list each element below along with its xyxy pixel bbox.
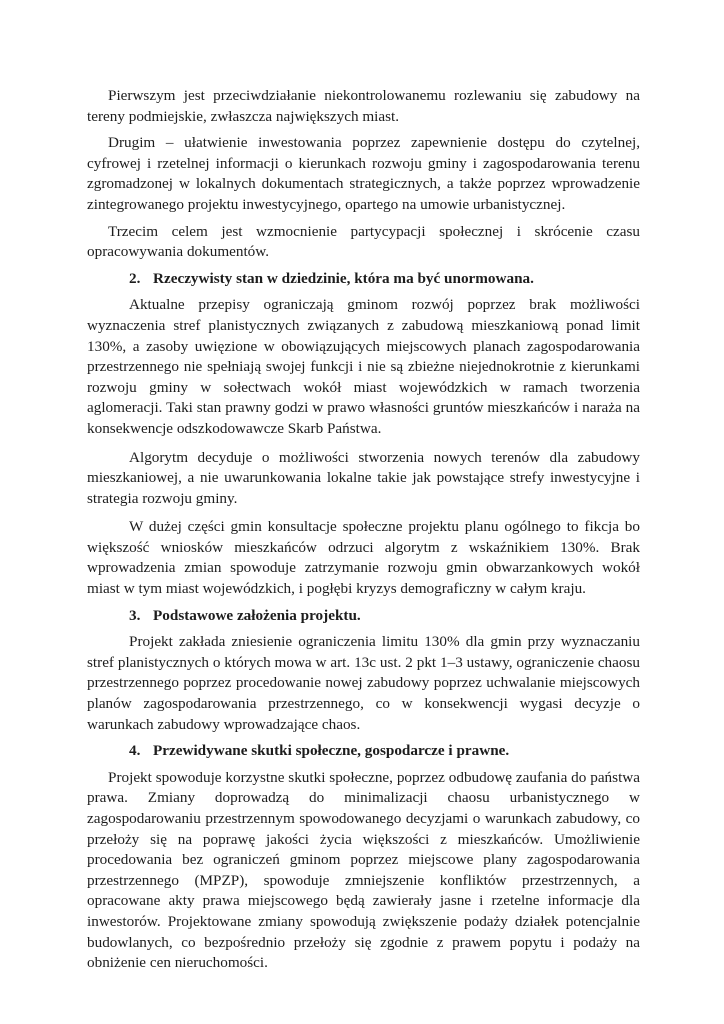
- section-2-heading: [87, 269, 640, 290]
- section-4-title: Przewidywane skutki społeczne, gospodarcze i prawne.: [153, 742, 510, 760]
- section-2-paragraph-3: W dużej części gmin konsultacje społeczne projektu planu ogólnego to fikcja bo większość wniosków mieszkańców odrzuci algorytm z wskaźnikiem 130%. Brak wprowadzenia zmian spowoduje zatrzymanie rozwoju gmin obwarzankowych wokół miast w tym miast wojewódzkich, i pogłębi kryzys demograficzny w całym kraju.: [87, 518, 640, 598]
- section-2-number: 2.: [129, 269, 141, 287]
- section-4-paragraph-1: Projekt spowoduje korzystne skutki społeczne, poprzez odbudowę zaufania do państwa prawa. Zmiany doprowadzą do minimalizacji chaosu urbanistycznego w zagospodarowaniu przestrzennym spowodowanego decyzjami o warunkach zabudowy, co przełoży się na poprawę jakości życia większości z mieszkańców. Umożliwienie procedowania bez ograniczeń gminom poprzez miejscowe plany zagospodarowania przestrzennego (MPZP), spowoduje zmniejszenie konfliktów przestrzennych, a opracowane akty prawa miejscowego będą zawierały jasne i rzetelne informacje dla inwestorów. Projektowane zmiany spowodują zwiększenie podaży działek potencjalnie budowlanych, co bezpośrednio przełoży się zgodnie z prawem popytu i podaży na obniżenie cen nieruchomości.: [87, 768, 640, 972]
- section-4-number: 4.: [129, 742, 141, 760]
- intro-paragraph-3: Trzecim celem jest wzmocnienie partycypacji społecznej i skrócenie czasu opracowywania dokumentów.: [87, 222, 640, 261]
- section-3-number: 3.: [129, 606, 141, 624]
- section-3-paragraph-1: Projekt zakłada zniesienie ograniczenia limitu 130% dla gmin przy wyznaczaniu stref planistycznych o których mowa w art. 13c ust. 2 pkt 1–3 ustawy, ograniczenie chaosu przestrzennego poprzez procedowanie nowej zabudowy poprzez uchwalanie miejscowych planów zagospodarowania przestrzennego, co w konsekwencji wygasi decyzje o warunkach zabudowy wprowadzające chaos.: [87, 633, 640, 733]
- section-2-paragraph-2: Algorytm decyduje o możliwości stworzenia nowych terenów dla zabudowy mieszkaniowej, a nie uwarunkowania lokalne takie jak powstające strefy inwestycyjne i strategia rozwoju gminy.: [87, 448, 640, 507]
- section-4-heading: [87, 741, 640, 762]
- intro-paragraph-2: Drugim – ułatwienie inwestowania poprzez zapewnienie dostępu do czytelnej, cyfrowej i rzetelnej informacji o kierunkach rozwoju gminy i zagospodarowania terenu zgromadzonej w lokalnych dokumentach strategicznych, a także poprzez wprowadzenie zintegrowanego projektu inwestycyjnego, opartego na umowie urbanistycznej.: [87, 134, 640, 213]
- section-2-title: Rzeczywisty stan w dziedzinie, która ma być unormowana.: [153, 269, 534, 287]
- section-3-heading: [87, 606, 640, 627]
- document-page: [87, 86, 640, 974]
- section-3-title: Podstawowe założenia projektu.: [153, 606, 361, 624]
- intro-paragraph-1: Pierwszym jest przeciwdziałanie niekontrolowanemu rozlewaniu się zabudowy na tereny podmiejskie, zwłaszcza największych miast.: [87, 87, 640, 125]
- section-2-paragraph-1: Aktualne przepisy ograniczają gminom rozwój poprzez brak możliwości wyznaczenia stref planistycznych związanych z zabudową mieszkaniową ponad limit 130%, a zasoby uwięzione w obowiązujących miejscowych planach zagospodarowania przestrzennego nie spełniają swojej funkcji i nie są zbieżne niejednokrotnie z kierunkami rozwoju gminy w sołectwach wokół miast wojewódzkich w ramach tworzenia aglomeracji. Taki stan prawny godzi w prawo własności gruntów mieszkańców i naraża na konsekwencje odszkodowawcze Skarb Państwa.: [87, 296, 640, 437]
